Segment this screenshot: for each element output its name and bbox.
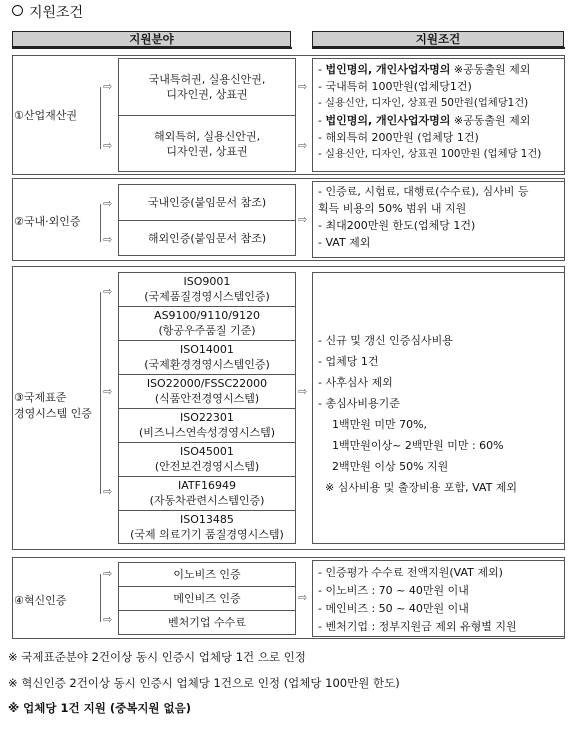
arrow-icon: ⇨ xyxy=(103,197,113,210)
arrow-icon: ⇨ xyxy=(103,285,113,298)
section-title-text: 지원조건 xyxy=(29,5,84,21)
iso-code: AS9100/9110/9120 xyxy=(154,309,260,322)
section-title xyxy=(12,2,83,22)
section-ip-label: ①산업재산권 xyxy=(14,109,77,122)
arrow-icon: ⇨ xyxy=(103,485,113,498)
section-iso-label-line1: ③국제표준 xyxy=(14,391,67,404)
footnote: ※ 업체당 1건 지원 (중복지원 없음) xyxy=(8,701,192,715)
ip-conditions xyxy=(314,61,541,163)
header-condition: 지원조건 xyxy=(312,31,564,47)
condition-line: - 국내특허 100만원(업체당1건) xyxy=(318,80,472,93)
iso-row xyxy=(118,476,296,510)
cert-row-overseas-text: 해외인증(붙임문서 참조) xyxy=(147,231,267,245)
cert-conditions xyxy=(314,183,529,251)
innovation-row-text: 이노비즈 인증 xyxy=(173,567,241,581)
section-cert-label: ②국내·외인증 xyxy=(14,215,81,228)
footnote: ※ 혁신인증 2건이상 동시 인증시 업체당 1건으로 인정 (업체당 100만원 한도) xyxy=(8,676,400,690)
iso-code: ISO14001 xyxy=(180,343,234,356)
iso-desc: (국제품질경영시스템인증) xyxy=(144,290,270,303)
condition-line: - 인증평가 수수료 전액지원(VAT 제외) xyxy=(318,566,503,579)
arrow-icon: ⇨ xyxy=(103,385,113,398)
circle-bullet-icon xyxy=(12,5,23,16)
innovation-row xyxy=(118,610,296,635)
innovation-row-text: 메인비즈 인증 xyxy=(173,591,241,605)
iso-desc: (식품안전경영시스템) xyxy=(154,392,260,405)
condition-line: - 해외특허 200만원 (업체당 1건) xyxy=(318,131,479,144)
condition-line: 1백만원이상~ 2백만원 미만 : 60% xyxy=(318,439,504,452)
bracket-line xyxy=(100,292,101,494)
cert-row-domestic-text: 국내인증(붙임문서 참조) xyxy=(147,195,267,209)
condition-line: - 사후심사 제외 xyxy=(318,376,393,389)
iso-desc: (항공우주품질 기준) xyxy=(158,324,256,337)
ip-row-domestic-line2: 디자인권, 상표권 xyxy=(166,87,248,101)
condition-line: - 신규 및 갱신 인증심사비용 xyxy=(318,334,453,347)
footnote: ※ 국제표준분야 2건이상 동시 인증시 업체당 1건 으로 인정 xyxy=(8,650,306,664)
iso-row xyxy=(118,510,296,544)
condition-line: - 업체당 1건 xyxy=(318,355,379,368)
condition-line: 획득 비용의 50% 범위 내 지원 xyxy=(318,202,467,215)
condition-line: - 메인비즈 : 50 ~ 40만원 이내 xyxy=(318,602,469,615)
arrow-icon: ⇨ xyxy=(298,385,308,398)
arrow-icon: ⇨ xyxy=(103,233,113,246)
iso-code: ISO22301 xyxy=(180,411,234,424)
condition-line: - 법인명의, 개인사업자명의 ※공동출원 제외 xyxy=(318,114,531,127)
ip-row-overseas-line1: 해외특허, 실용신안권, xyxy=(153,129,261,143)
condition-line: - 최대200만원 한도(업체당 1건) xyxy=(318,219,476,232)
arrow-icon: ⇨ xyxy=(298,139,308,152)
condition-line: - 총심사비용기준 xyxy=(318,397,400,410)
ip-row-domestic-line1: 국내특허권, 실용신안권, xyxy=(148,72,266,86)
arrow-icon: ⇨ xyxy=(103,567,113,580)
header-field: 지원분야 xyxy=(12,31,291,47)
bracket-line xyxy=(100,87,101,149)
iso-code: ISO22000/FSSC22000 xyxy=(146,377,268,390)
header-underline-left xyxy=(12,47,292,49)
arrow-icon: ⇨ xyxy=(298,213,308,226)
ip-row-overseas xyxy=(118,115,296,172)
iso-desc: (자동차관련시스템인증) xyxy=(149,494,265,507)
bracket-line xyxy=(100,574,101,622)
iso-desc: (안전보건경영시스템) xyxy=(154,460,260,473)
iso-code: ISO13485 xyxy=(180,513,234,526)
iso-row xyxy=(118,374,296,408)
condition-line: - 법인명의, 개인사업자명의 ※공동출원 제외 xyxy=(318,63,531,76)
condition-line: - 벤처기업 : 정부지원금 제외 유형별 지원 xyxy=(318,620,517,633)
condition-line: - 이노비즈 : 70 ~ 40만원 이내 xyxy=(318,584,469,597)
condition-line: 1백만원 미만 70%, xyxy=(318,418,428,431)
iso-code: ISO9001 xyxy=(183,275,231,288)
arrow-icon: ⇨ xyxy=(103,139,113,152)
cert-row-domestic xyxy=(118,184,296,220)
condition-line: - VAT 제외 xyxy=(318,236,371,249)
section-iso-label-line2: 경영시스템 인증 xyxy=(14,407,92,420)
condition-line: - 실용신안, 디자인, 상표권 50만원(업체당1건) xyxy=(318,97,529,109)
innovation-conditions xyxy=(314,564,517,636)
iso-row xyxy=(118,340,296,374)
arrow-icon: ⇨ xyxy=(298,80,308,93)
iso-row xyxy=(118,408,296,442)
condition-line: - 인증료, 시험료, 대행료(수수료), 심사비 등 xyxy=(318,185,529,198)
cert-row-overseas xyxy=(118,220,296,256)
arrow-icon: ⇨ xyxy=(103,80,113,93)
iso-row xyxy=(118,306,296,340)
section-iso-label xyxy=(14,390,92,422)
condition-line: - 실용신안, 디자인, 상표권 100만원 (업체당 1건) xyxy=(318,148,542,160)
condition-line: 2백만원 이상 50% 지원 xyxy=(318,460,449,473)
arrow-icon: ⇨ xyxy=(298,591,308,604)
iso-code: IATF16949 xyxy=(178,479,236,492)
arrow-icon: ⇨ xyxy=(103,613,113,626)
iso-desc: (국제환경경영시스템인증) xyxy=(144,358,270,371)
iso-code: ISO45001 xyxy=(180,445,234,458)
ip-row-domestic xyxy=(118,58,296,115)
iso-desc: (비즈니스연속성경영시스템) xyxy=(138,426,276,439)
innovation-row-text: 벤처기업 수수료 xyxy=(168,616,246,629)
iso-conditions xyxy=(314,330,517,498)
innovation-row xyxy=(118,562,296,586)
condition-line: ※ 심사비용 및 출장비용 포함, VAT 제외 xyxy=(318,481,518,494)
iso-row xyxy=(118,442,296,476)
innovation-row xyxy=(118,586,296,610)
bracket-line xyxy=(100,204,101,242)
iso-desc: (국제 의료기기 품질경영시스템) xyxy=(130,528,284,541)
section-innovation-label: ④혁신인증 xyxy=(14,594,67,607)
iso-row xyxy=(118,272,296,306)
ip-row-overseas-line2: 디자인권, 상표권 xyxy=(166,144,248,158)
header-underline-right xyxy=(312,47,565,49)
